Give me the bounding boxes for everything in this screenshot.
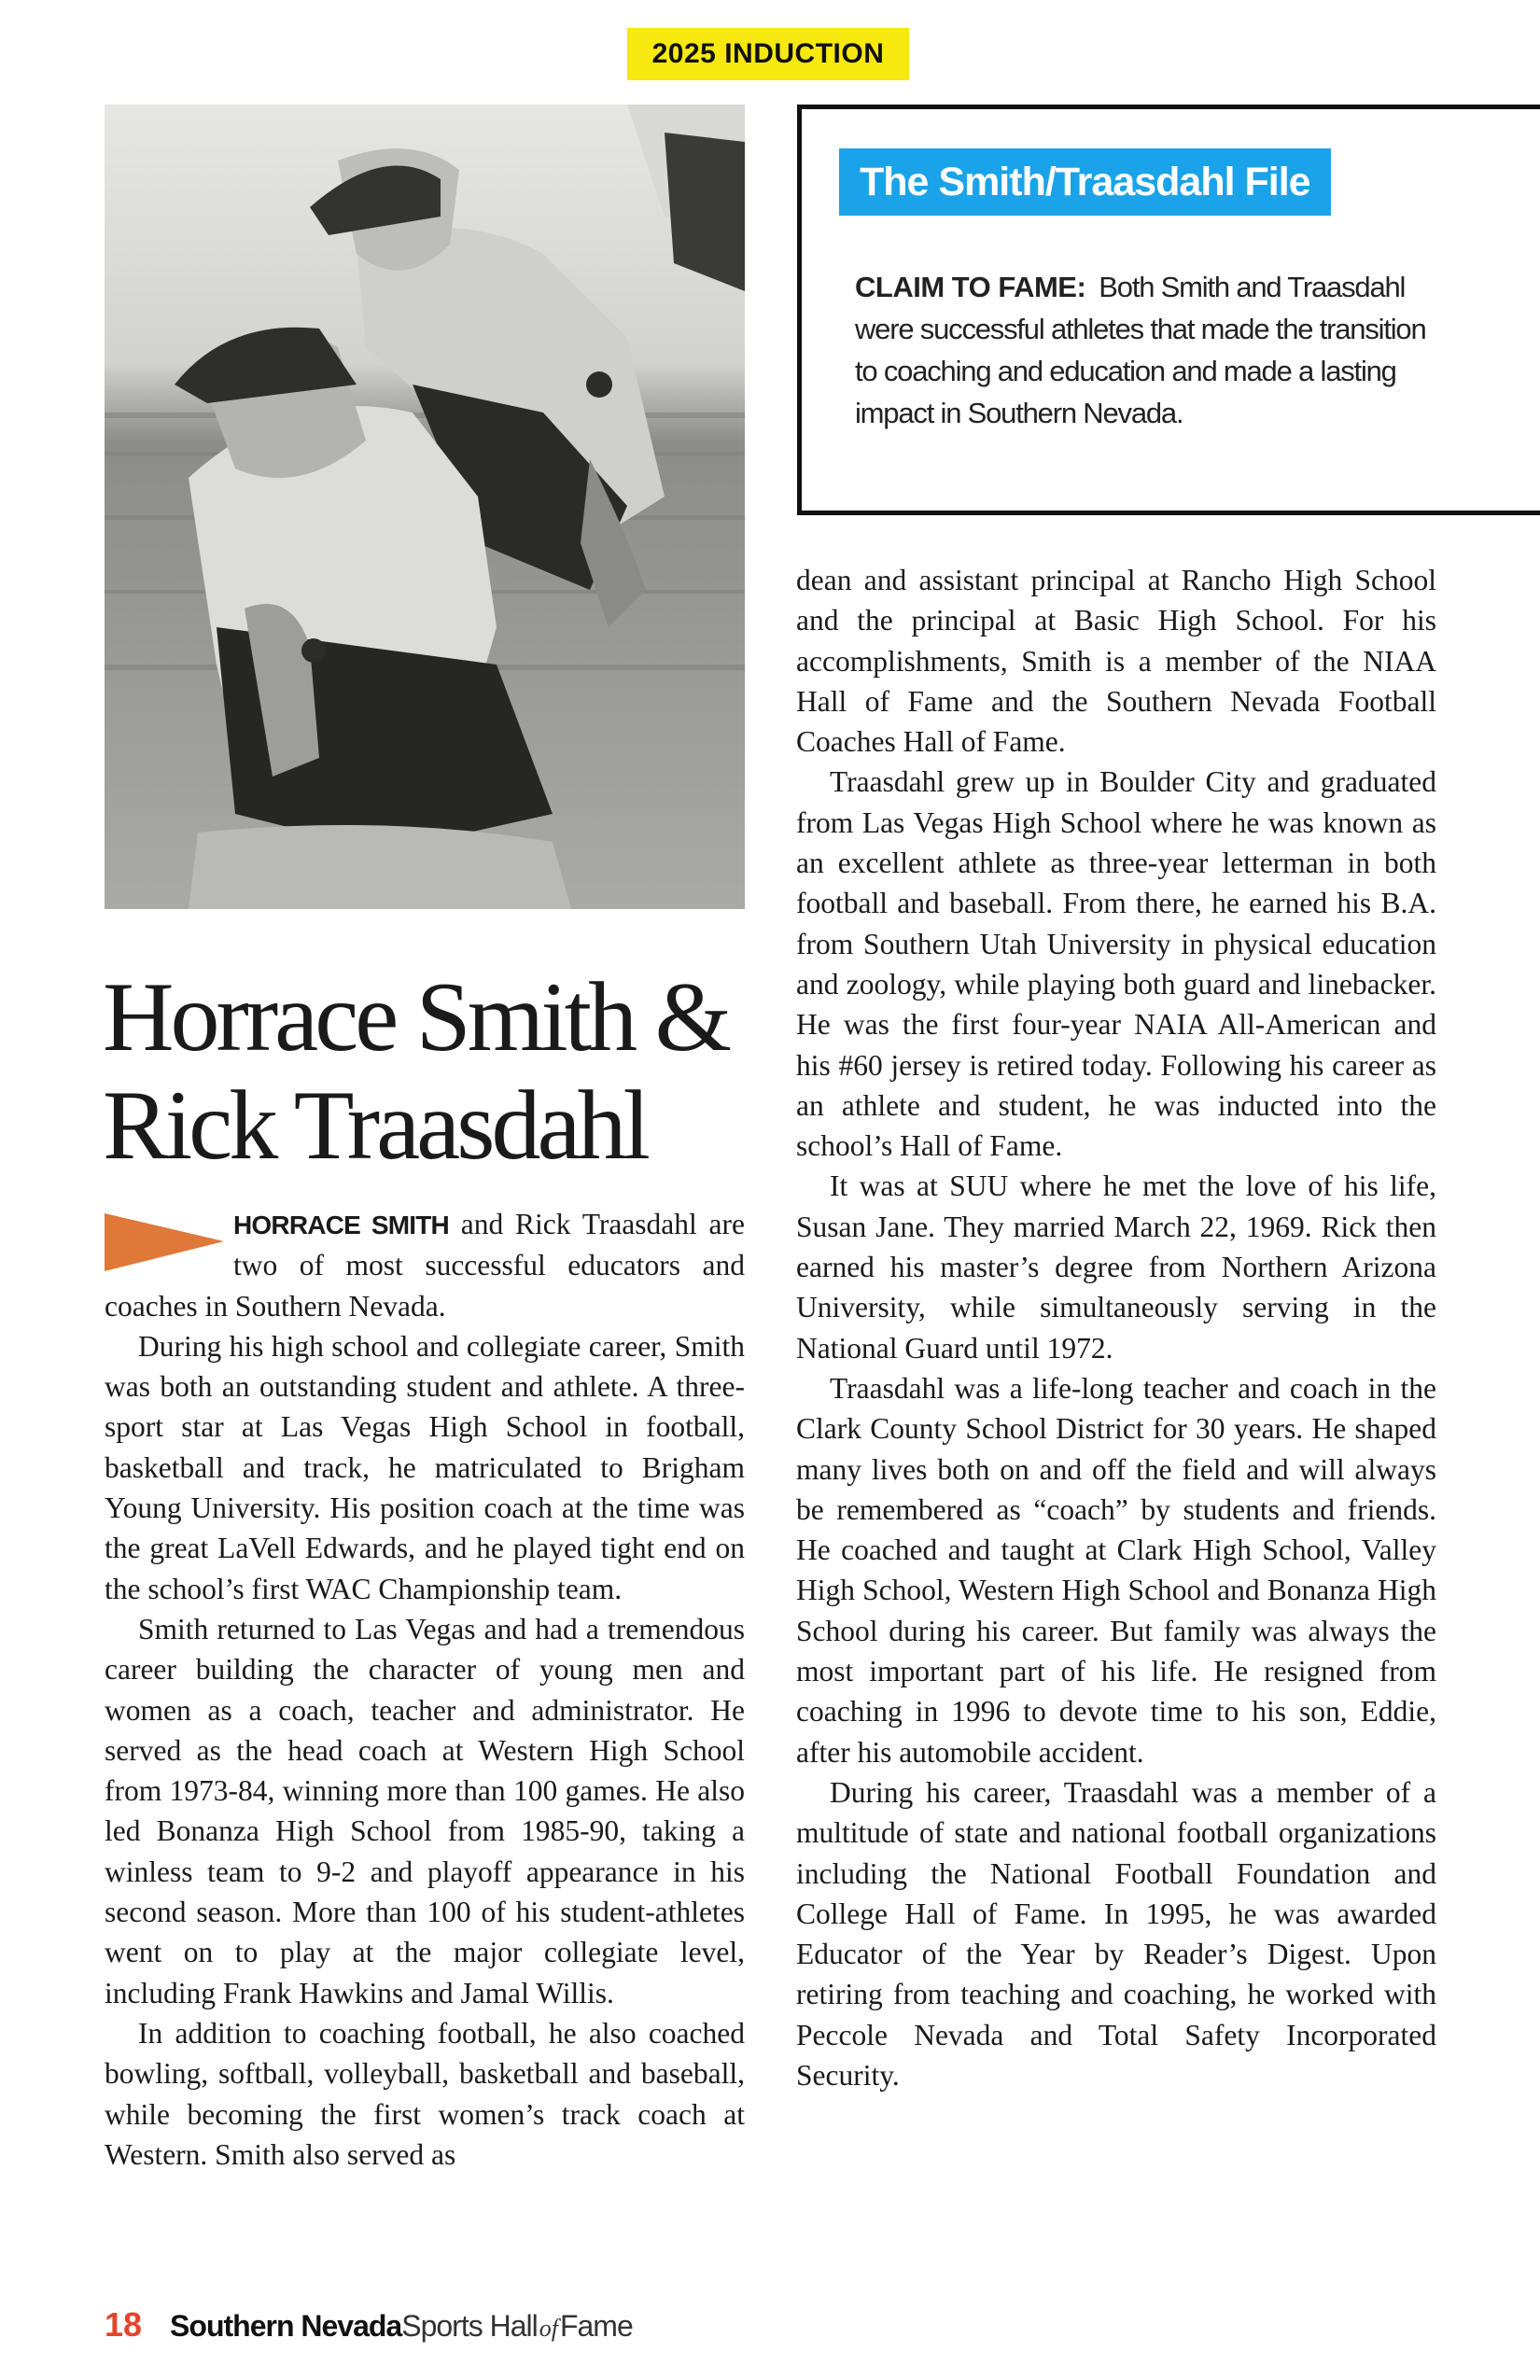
article-paragraph: During his career, Traasdahl was a member of a multitude of state and national football organizations including the National Football Foundation and College Hall of Fame. In 1995, he was awarded Educator of the Year by Reader’s Digest. Upon retiring from teaching and coaching, he worked with Peccole Nevada and Total Safety Incorporated Security.: [796, 1775, 1436, 2092]
publication-name-light: Sports Hall: [401, 2309, 538, 2343]
headline-line-1: Horrace Smith &: [103, 962, 729, 1071]
article-paragraph: Smith returned to Las Vegas and had a tremendous career building the character of young men and women as a coach, teacher and administrator. He served as the head coach at Western High School from 1973-84, winning more than 100 games. He also led Bonanza High School from 1985-90, taking a winless team to 9-2 and playoff appearance in his second season. More than 100 of his student-athletes went on to play at the major collegiate level, including Frank Hawkins and Jamal Willis.: [105, 1612, 745, 2009]
fact-file-title: The Smith/Traasdahl File: [839, 148, 1331, 216]
article-column-right: [796, 560, 1436, 2095]
induction-tag: 2025 INDUCTION: [627, 28, 909, 80]
page-number: 18: [105, 2305, 143, 2344]
coaches-photo: [105, 105, 745, 909]
article-paragraph: Traasdahl grew up in Boulder City and graduated from Las Vegas High School where he was known as an excellent athlete as three-year letterman in both football and baseball. From there, he earned his B.A. from Southern Utah University in physical education and zoology, while playing both guard and linebacker. He was the first four-year NAIA All-American and his #60 jersey is retired today. Following his career as an athlete and student, he was inducted into the school’s Hall of Fame.: [796, 765, 1436, 1163]
claim-to-fame-text: Both Smith and Traasdahl were successful athletes that made the transition to coaching and education and made a lasting impact in Southern Nevada.: [855, 271, 1426, 429]
publication-name-end: Fame: [559, 2309, 633, 2343]
fact-file-body: [855, 266, 1452, 434]
headline-line-2: Rick Traasdahl: [103, 1071, 647, 1180]
publication-name-of: of: [539, 2315, 558, 2342]
lead-name: HORRACE SMITH: [233, 1211, 449, 1239]
article-paragraph: HORRACE SMITH and Rick Traasdahl are two of most successful educators and coaches in Southern Nevada.: [105, 1208, 746, 1323]
article-paragraph: Traasdahl was a life-long teacher and coach in the Clark County School District for 30 years. He shaped many lives both on and off the field and will always be remembered as “coach” by students and friends. He coached and taught at Clark High School, Valley High School, Western High School and Bonanza High School during his career. But family was always the most important part of his life. He resigned from coaching in 1996 to devote time to his son, Eddie, after his automobile accident.: [796, 1371, 1436, 1769]
claim-to-fame-label: CLAIM TO FAME:: [855, 271, 1086, 303]
publication-name-bold: Southern Nevada: [170, 2309, 402, 2343]
article-column-left: [105, 1204, 745, 2175]
article-headline: [103, 963, 756, 1180]
article-paragraph: It was at SUU where he met the love of his life, Susan Jane. They married March 22, 1969. Rick then earned his master’s degree from Northern Arizona University, while simultaneously serving in the National Guard until 1972.: [796, 1169, 1436, 1365]
article-paragraph: During his high school and collegiate career, Smith was both an outstanding student and athlete. A three-sport star at Las Vegas High School in football, basketball and track, he matriculated to Brigham Young University. His position coach at the time was the great LaVell Edwards, and he played tight end on the school’s first WAC Championship team.: [105, 1329, 745, 1605]
article-paragraph: dean and assistant principal at Rancho High School and the principal at Basic High School. For his accomplishments, Smith is a member of the NIAA Hall of Fame and the Southern Nevada Football Coaches Hall of Fame.: [796, 564, 1436, 759]
page-footer: [105, 2305, 633, 2352]
fact-file-box: [797, 105, 1540, 515]
paw-print-icon: [301, 638, 326, 663]
article-paragraph: In addition to coaching football, he also coached bowling, softball, volleyball, basketball and baseball, while becoming the first women’s track coach at Western. Smith also served as: [105, 2016, 745, 2171]
